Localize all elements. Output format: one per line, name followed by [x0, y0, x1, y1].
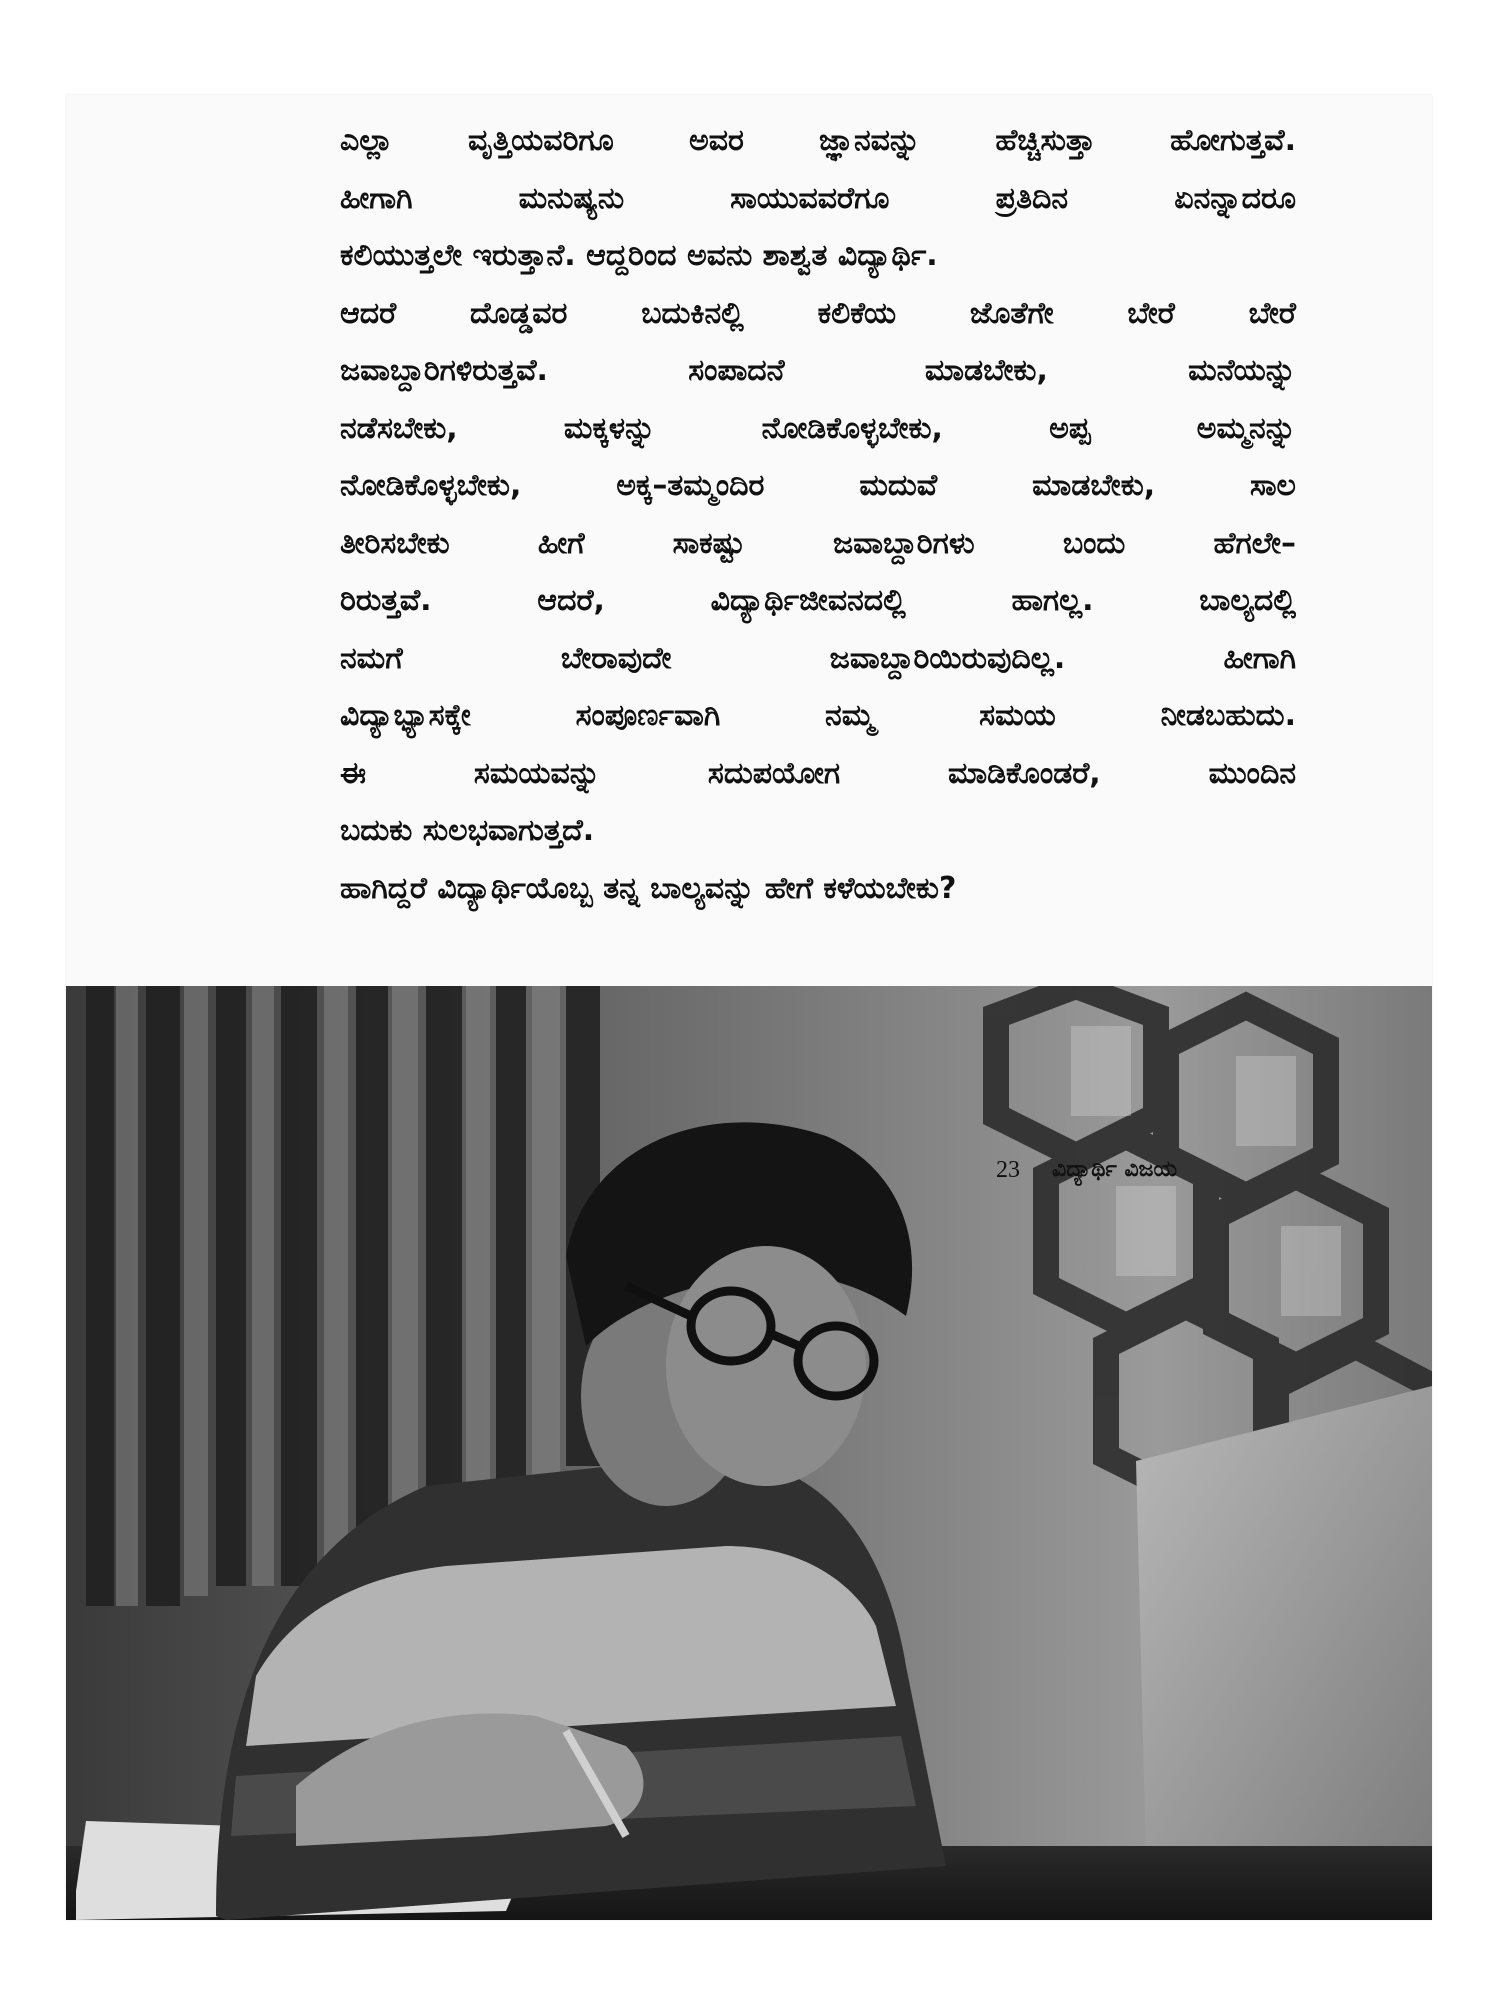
student-writing-photo: [66, 986, 1432, 1920]
body-line: ವಿದ್ಯಾಭ್ಯಾಸಕ್ಕೇ ಸಂಪೂರ್ಣವಾಗಿ ನಮ್ಮ ಸಮಯ ನೀಡಬಹುದು.: [340, 698, 1296, 733]
body-text: [340, 112, 1296, 917]
page-footer: [996, 1152, 1300, 1188]
body-line: ಜವಾಬ್ದಾರಿಗಳಿರುತ್ತವೆ. ಸಂಪಾದನೆ ಮಾಡಬೇಕು, ಮನೆಯನ್ನು: [340, 353, 1296, 388]
body-line: ತೀರಿಸಬೇಕು ಹೀಗೆ ಸಾಕಷ್ಟು ಜವಾಬ್ದಾರಿಗಳು ಬಂದು ಹೆಗಲೇ–: [340, 525, 1296, 561]
body-line: ಕಲಿಯುತ್ತಲೇ ಇರುತ್ತಾನೆ. ಆದ್ದರಿಂದ ಅವನು ಶಾಶ್ವತ ವಿದ್ಯಾರ್ಥಿ.: [340, 238, 938, 273]
body-line: ಎಲ್ಲಾ ವೃತ್ತಿಯವರಿಗೂ ಅವರ ಜ್ಞಾನವನ್ನು ಹೆಚ್ಚಿಸುತ್ತಾ ಹೋಗುತ್ತವೆ.: [340, 123, 1296, 158]
body-line: ಹಾಗಿದ್ದರೆ ವಿದ್ಯಾರ್ಥಿಯೊಬ್ಬ ತನ್ನ ಬಾಲ್ಯವನ್ನು ಹೇಗೆ ಕಳೆಯಬೇಕು?: [340, 870, 957, 906]
page-number: 23: [996, 1157, 1020, 1183]
body-line: ಬದುಕು ಸುಲಭವಾಗುತ್ತದೆ.: [340, 813, 595, 848]
body-line: ನಡೆಸಬೇಕು, ಮಕ್ಕಳನ್ನು ನೋಡಿಕೊಳ್ಳಬೇಕು, ಅಪ್ಪ ಅಮ್ಮನನ್ನು: [340, 410, 1296, 446]
body-line: ನಮಗೆ ಬೇರಾವುದೇ ಜವಾಬ್ದಾರಿಯಿರುವುದಿಲ್ಲ. ಹೀಗಾಗಿ: [340, 640, 1296, 676]
running-head: ವಿದ್ಯಾರ್ಥಿ ವಿಜಯ: [1052, 1157, 1178, 1182]
body-line: ಆದರೆ ದೊಡ್ಡವರ ಬದುಕಿನಲ್ಲಿ ಕಲಿಕೆಯ ಜೊತೆಗೇ ಬೇರೆ ಬೇರೆ: [340, 295, 1296, 331]
photo-illustration: [66, 986, 1432, 1920]
body-line: ಈ ಸಮಯವನ್ನು ಸದುಪಯೋಗ ಮಾಡಿಕೊಂಡರೆ, ಮುಂದಿನ: [340, 755, 1296, 791]
body-line: ನೋಡಿಕೊಳ್ಳಬೇಕು, ಅಕ್ಕ–ತಮ್ಮಂದಿರ ಮದುವೆ ಮಾಡಬೇಕು, ಸಾಲ: [340, 468, 1296, 503]
body-line: ರಿರುತ್ತವೆ. ಆದರೆ, ವಿದ್ಯಾರ್ಥಿಜೀವನದಲ್ಲಿ ಹಾಗಲ್ಲ. ಬಾಲ್ಯದಲ್ಲಿ: [340, 583, 1296, 618]
body-line: ಹೀಗಾಗಿ ಮನುಷ್ಯನು ಸಾಯುವವರೆಗೂ ಪ್ರತಿದಿನ ಏನನ್ನಾದರೂ: [340, 180, 1296, 216]
